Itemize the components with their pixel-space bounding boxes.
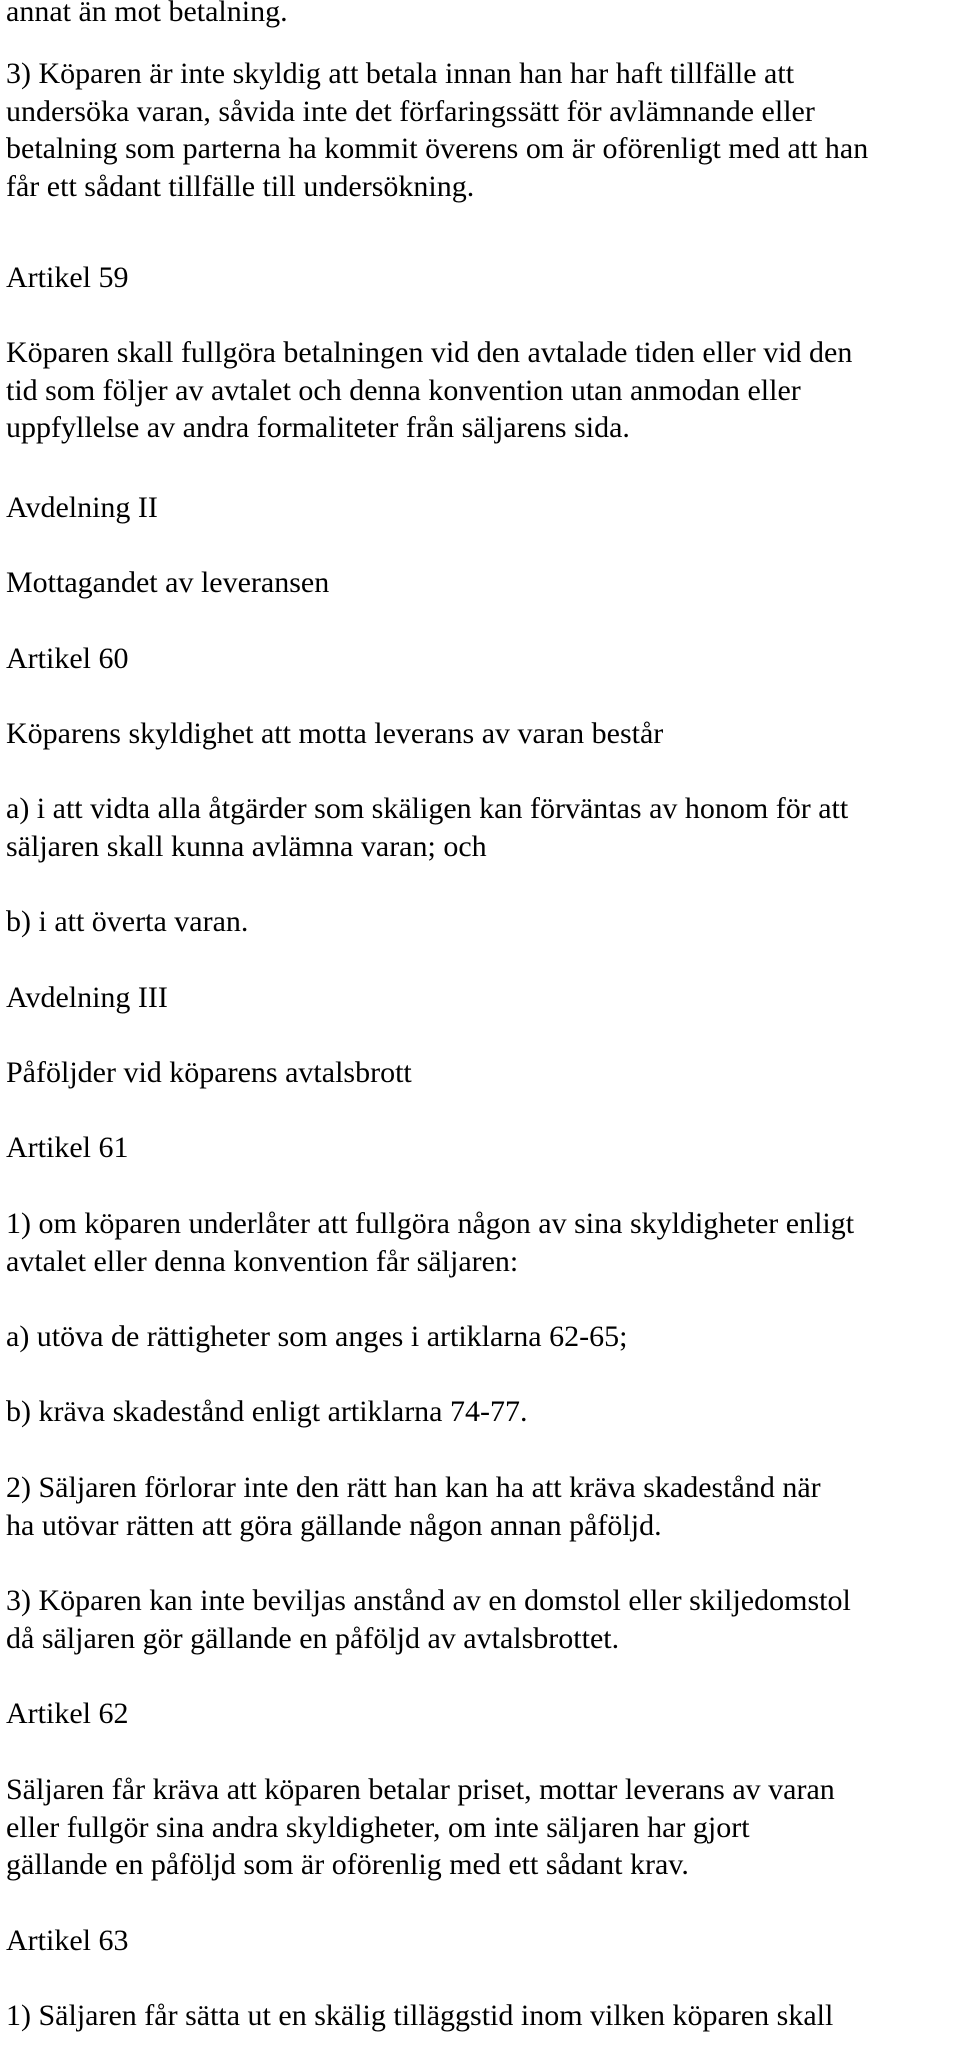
continuation-paragraph: [6, 0, 288, 31]
text-line: uppfyllelse av andra formaliteter från säljarens sida.: [6, 411, 630, 444]
text-line: 3) Köparen är inte skyldig att betala innan han har haft tillfälle att: [6, 57, 795, 90]
article-58-paragraph-3: [6, 55, 868, 205]
text-line: eller fullgör sina andra skyldigheter, om inte säljaren har gjort: [6, 1810, 750, 1844]
article-60-heading: [6, 640, 128, 678]
heading-text: Artikel 61: [6, 1131, 129, 1164]
heading-text: Artikel 60: [6, 642, 129, 675]
text-line: 3) Köparen kan inte beviljas anstånd av en domstol eller skiljedomstol: [6, 1584, 851, 1617]
article-61-item-b: [6, 1393, 527, 1431]
article-61-heading: [6, 1129, 128, 1167]
text-line: 2) Säljaren förlorar inte den rätt han kan ha att kräva skadestånd när: [6, 1471, 821, 1504]
article-60-item-a: [6, 790, 848, 865]
text-line: betalning som parterna ha kommit överens om är oförenligt med att han: [6, 132, 869, 165]
heading-text: Mottagandet av leveransen: [6, 566, 330, 599]
heading-text: Avdelning III: [6, 981, 168, 1014]
article-63-heading: [6, 1922, 128, 1960]
heading-text: Artikel 63: [6, 1924, 129, 1957]
text-line: då säljaren gör gällande en påföljd av avtalsbrottet.: [6, 1621, 620, 1655]
article-61-paragraph-1: [6, 1205, 854, 1280]
text-line: ha utövar rätten att göra gällande någon annan påföljd.: [6, 1508, 662, 1542]
article-60-item-b: [6, 903, 248, 941]
text-line: b) i att överta varan.: [6, 905, 249, 938]
text-line: Säljaren får kräva att köparen betalar priset, mottar leverans av varan: [6, 1773, 835, 1806]
text-line: a) i att vidta alla åtgärder som skäligen kan förväntas av honom för att: [6, 792, 849, 825]
article-61-paragraph-3: [6, 1582, 851, 1657]
text-line: Köparens skyldighet att motta leverans av varan består: [6, 717, 664, 750]
article-62-heading: [6, 1695, 128, 1733]
text-line: 1) om köparen underlåter att fullgöra någon av sina skyldigheter enligt: [6, 1207, 855, 1240]
article-63-paragraph-1: [6, 1997, 833, 2035]
division-3-heading: [6, 979, 168, 1017]
article-61-paragraph-2: [6, 1469, 821, 1544]
text-line: 1) Säljaren får sätta ut en skälig tilläggstid inom vilken köparen skall: [6, 1999, 834, 2032]
text-line: får ett sådant tillfälle till undersökning.: [6, 169, 475, 203]
division-3-title: [6, 1054, 412, 1092]
text-line: a) utöva de rättigheter som anges i artiklarna 62-65;: [6, 1320, 628, 1353]
heading-text: Avdelning II: [6, 491, 158, 524]
text-line: säljaren skall kunna avlämna varan; och: [6, 829, 487, 863]
article-59-paragraph: [6, 334, 852, 447]
text-line: b) kräva skadestånd enligt artiklarna 74-77.: [6, 1395, 528, 1428]
heading-text: Påföljder vid köparens avtalsbrott: [6, 1056, 412, 1089]
division-2-title: [6, 564, 329, 602]
text-line: tid som följer av avtalet och denna konvention utan anmodan eller: [6, 373, 801, 407]
text-line: avtalet eller denna konvention får säljaren:: [6, 1244, 519, 1278]
article-60-intro: [6, 715, 663, 753]
text-line: undersöka varan, såvida inte det förfaringssätt för avlämnande eller: [6, 94, 815, 128]
article-61-item-a: [6, 1318, 627, 1356]
text-line: Köparen skall fullgöra betalningen vid den avtalade tiden eller vid den: [6, 336, 853, 369]
article-59-heading: [6, 259, 128, 297]
text-line: gällande en påföljd som är oförenlig med ett sådant krav.: [6, 1848, 689, 1881]
heading-text: Artikel 62: [6, 1697, 129, 1730]
heading-text: Artikel 59: [6, 261, 129, 294]
text-line: annat än mot betalning.: [6, 0, 288, 28]
division-2-heading: [6, 489, 158, 527]
article-62-paragraph: [6, 1771, 835, 1884]
